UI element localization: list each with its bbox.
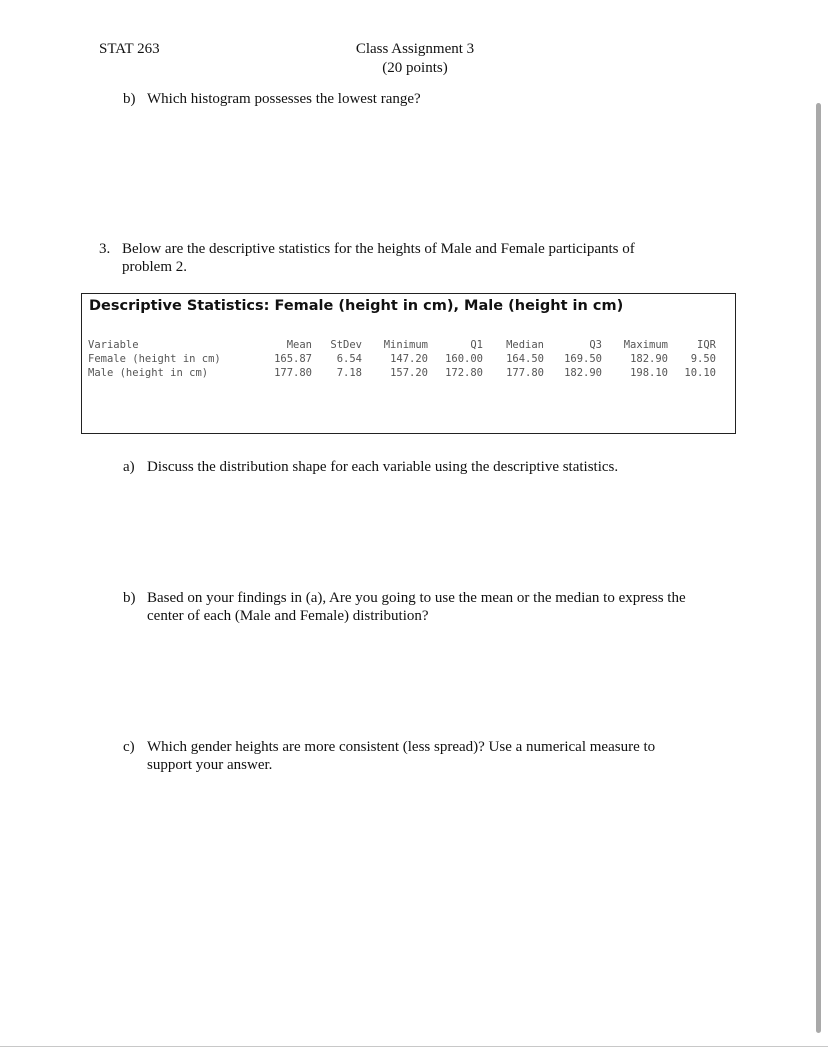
table-cell: Male (height in cm) xyxy=(88,367,209,379)
table-cell: 182.90 xyxy=(564,367,602,379)
table-cell: 182.90 xyxy=(630,353,668,365)
table-cell: 6.54 xyxy=(336,353,362,365)
stats-title: Descriptive Statistics: Female (height in cm), Male (height in cm) xyxy=(89,298,624,314)
question-3b-line1: Based on your findings in (a), Are you going to use the mean or the median to express the xyxy=(147,590,686,606)
question-3b-label: b) xyxy=(123,590,136,606)
stats-header-row xyxy=(88,338,728,352)
stats-header-cell: Q3 xyxy=(589,339,602,351)
stats-header-cell: IQR xyxy=(697,339,716,351)
table-cell: Female (height in cm) xyxy=(88,353,221,365)
question-3a-label: a) xyxy=(123,459,135,475)
stats-header-cell: Mean xyxy=(286,339,312,351)
table-row xyxy=(88,352,728,366)
question-3-line1: Below are the descriptive statistics for the heights of Male and Female participants of xyxy=(122,241,635,257)
table-cell: 177.80 xyxy=(506,367,544,379)
table-cell: 169.50 xyxy=(564,353,602,365)
page-bottom-divider xyxy=(0,1046,828,1047)
question-3-number: 3. xyxy=(99,241,111,257)
stats-header-cell: Minimum xyxy=(383,339,428,351)
table-cell: 7.18 xyxy=(336,367,362,379)
assignment-title: Class Assignment 3 xyxy=(355,41,475,57)
table-cell: 10.10 xyxy=(684,367,716,379)
stats-header-cell: Variable xyxy=(88,339,139,351)
question-2b-text: Which histogram possesses the lowest range? xyxy=(147,91,421,107)
table-cell: 9.50 xyxy=(690,353,716,365)
table-cell: 177.80 xyxy=(274,367,312,379)
table-cell: 165.87 xyxy=(274,353,312,365)
vertical-scrollbar[interactable] xyxy=(816,103,821,1033)
stats-table xyxy=(88,338,728,380)
table-cell: 172.80 xyxy=(445,367,483,379)
table-cell: 164.50 xyxy=(506,353,544,365)
table-cell: 198.10 xyxy=(630,367,668,379)
table-cell: 160.00 xyxy=(445,353,483,365)
question-3a-text: Discuss the distribution shape for each variable using the descriptive statistics. xyxy=(147,459,619,475)
stats-header-cell: Q1 xyxy=(470,339,483,351)
stats-header-cell: Maximum xyxy=(623,339,668,351)
course-code: STAT 263 xyxy=(99,41,160,57)
descriptive-statistics-box xyxy=(81,293,736,434)
stats-header-cell: StDev xyxy=(330,339,362,351)
table-cell: 157.20 xyxy=(390,367,428,379)
table-row xyxy=(88,366,728,380)
question-2b-label: b) xyxy=(123,91,136,107)
assignment-points: (20 points) xyxy=(382,60,448,76)
question-3c-line1: Which gender heights are more consistent (less spread)? Use a numerical measure to xyxy=(147,739,656,755)
question-3c-label: c) xyxy=(123,739,135,755)
question-3-line2: problem 2. xyxy=(122,259,187,275)
question-3b-line2: center of each (Male and Female) distribution? xyxy=(147,608,429,624)
question-3c-line2: support your answer. xyxy=(147,757,273,773)
table-cell: 147.20 xyxy=(390,353,428,365)
stats-header-cell: Median xyxy=(506,339,544,351)
